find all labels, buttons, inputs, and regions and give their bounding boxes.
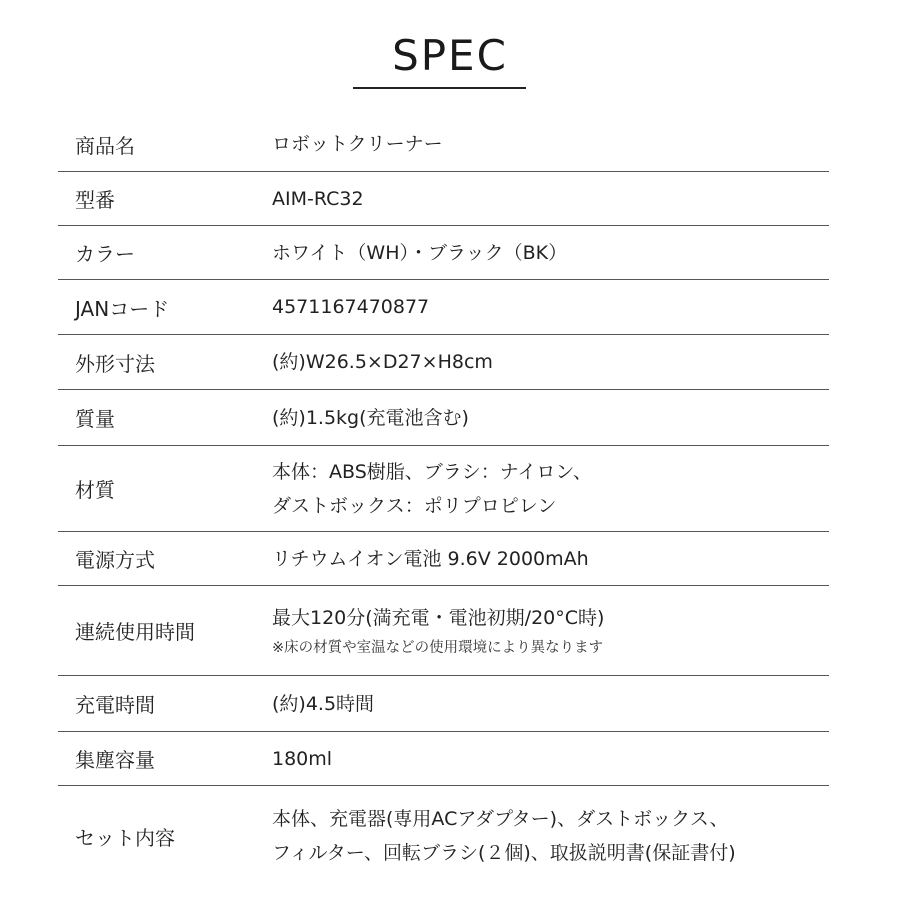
- spec-value-line: 4571167470877: [272, 296, 430, 318]
- spec-value-line: 本体、充電器(専用ACアダプター)、ダストボックス、: [272, 808, 729, 830]
- spec-value-line: フィルター、回転ブラシ(２個)、取扱説明書(保証書付): [272, 842, 736, 864]
- spec-value: [272, 742, 829, 776]
- spec-value-line: AIM-RC32: [272, 187, 364, 210]
- spec-label: セット内容: [75, 825, 175, 850]
- spec-value: [272, 601, 829, 661]
- spec-value: [272, 182, 829, 216]
- spec-value-line: (約)1.5kg(充電池含む): [272, 406, 469, 429]
- spec-label: JANコード: [75, 296, 170, 321]
- spec-value-line: リチウムイオン電池 9.6V 2000mAh: [272, 547, 589, 570]
- spec-label: 商品名: [75, 133, 135, 158]
- spec-row-dimensions: [58, 335, 829, 390]
- spec-label: 集塵容量: [75, 748, 155, 772]
- spec-label: 型番: [75, 188, 115, 212]
- spec-value-line: (約)4.5時間: [272, 692, 375, 715]
- spec-label: 連続使用時間: [75, 620, 195, 644]
- spec-label: 充電時間: [75, 693, 155, 717]
- spec-row-jan-code: [58, 280, 829, 335]
- spec-value-note: ※床の材質や室温などの使用環境により異なります: [272, 639, 604, 656]
- spec-value-line: ホワイト（WH）・ブラック（BK）: [272, 241, 568, 264]
- spec-value: [272, 455, 829, 523]
- spec-row-continuous-use-time: [58, 586, 829, 676]
- spec-value: [272, 542, 829, 576]
- spec-value-line: 180ml: [272, 747, 333, 770]
- title-underline: [353, 87, 526, 89]
- spec-value-line: (約)W26.5×D27×H8cm: [272, 351, 493, 373]
- spec-value-line: 本体：ABS樹脂、ブラシ：ナイロン、: [272, 460, 592, 483]
- spec-row-charging-time: [58, 676, 829, 732]
- spec-row-material: [58, 446, 829, 532]
- spec-label: 材質: [75, 478, 115, 502]
- spec-row-power-source: [58, 532, 829, 586]
- spec-row-color: [58, 226, 829, 280]
- page-title: SPEC: [392, 31, 508, 80]
- spec-label: カラー: [75, 242, 135, 266]
- spec-table: [58, 117, 829, 886]
- spec-value-line: ダストボックス：ポリプロピレン: [272, 494, 557, 517]
- spec-row-product-name: [58, 117, 829, 172]
- spec-row-weight: [58, 390, 829, 446]
- spec-value: [272, 802, 829, 870]
- spec-value-line: 最大120分(満充電・電池初期/20°C時): [272, 606, 605, 629]
- spec-row-dust-capacity: [58, 732, 829, 786]
- spec-value: [272, 236, 829, 270]
- spec-value: [272, 290, 829, 324]
- spec-row-model-number: [58, 172, 829, 226]
- spec-label: 質量: [75, 407, 115, 431]
- spec-value: [272, 345, 829, 379]
- spec-label: 電源方式: [75, 548, 155, 572]
- spec-value: [272, 687, 829, 721]
- spec-value: [272, 401, 829, 435]
- spec-value-line: ロボットクリーナー: [272, 133, 443, 155]
- spec-label: 外形寸法: [75, 351, 155, 376]
- spec-value: [272, 127, 829, 161]
- spec-row-package-contents: [58, 786, 829, 886]
